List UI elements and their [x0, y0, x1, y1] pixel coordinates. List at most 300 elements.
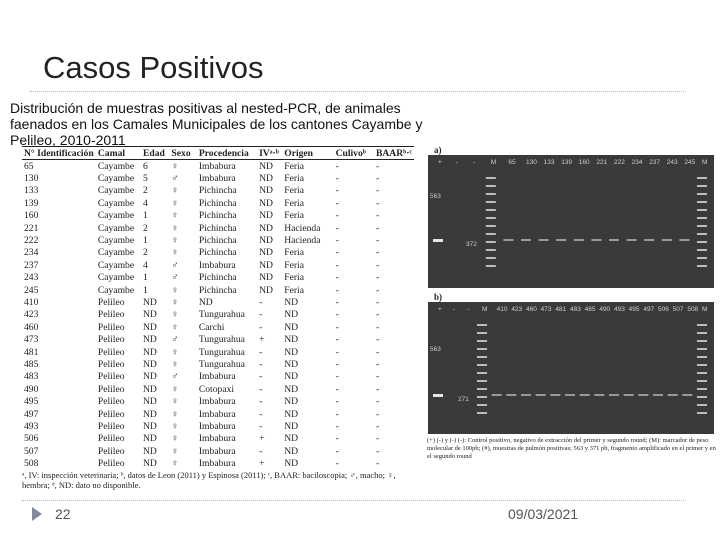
gel-lane-label: 237	[649, 159, 661, 166]
table-cell: Tungurahua	[198, 346, 245, 358]
table-cell: Tungurahua	[198, 309, 245, 321]
gel-b-marker-label: 563	[430, 346, 441, 353]
gel-lane-label: 460	[526, 306, 537, 313]
table-cell: -	[375, 185, 380, 197]
table-cell: -	[335, 259, 339, 271]
slide-date: 09/03/2021	[508, 506, 579, 522]
table-cell: ND	[142, 383, 157, 395]
gel-lane-label: 139	[561, 159, 573, 166]
ladder-band	[486, 201, 496, 203]
table-cell: -	[375, 210, 380, 222]
table-cell: Pichincha	[198, 247, 237, 259]
sample-band	[638, 394, 648, 396]
table-cell: Cayambe	[97, 222, 135, 234]
table-cell: -	[375, 383, 380, 395]
gel-lane-label: 65	[508, 159, 516, 166]
gel-lane-label: -	[467, 306, 470, 313]
column-header: Camal	[96, 147, 141, 160]
ladder-band	[486, 241, 496, 243]
table-cell: Feria	[284, 247, 304, 259]
sample-band	[574, 239, 584, 241]
table-cell: -	[259, 420, 263, 432]
table-cell: ND	[142, 296, 157, 308]
ladder-band	[697, 241, 707, 243]
table-row	[22, 333, 414, 345]
sample-band	[556, 239, 566, 241]
gel-lane-label: M	[702, 306, 708, 313]
ladder-band	[697, 217, 707, 219]
table-cell: 4	[142, 197, 148, 209]
ladder-band	[477, 324, 487, 326]
table-cell: -	[375, 296, 380, 308]
table-cell: Pelileo	[97, 321, 125, 333]
table-cell: -	[375, 396, 380, 408]
table-cell: ♀	[171, 321, 179, 333]
sample-band	[624, 394, 634, 396]
ladder-band	[477, 404, 487, 406]
table-cell: -	[375, 433, 380, 445]
table-cell: Imbabura	[198, 420, 236, 432]
ladder-band	[697, 332, 707, 334]
gel-a-band-label: 372	[466, 241, 477, 248]
table-cell: -	[335, 433, 339, 445]
table-row	[22, 420, 414, 432]
gel-a-bands	[428, 155, 714, 288]
table-cell: Cayambe	[97, 210, 135, 222]
table-cell: -	[375, 197, 380, 209]
ladder-band	[697, 380, 707, 382]
table-cell: ND	[284, 420, 299, 432]
gel-lane-label: 130	[526, 159, 537, 166]
table-cell: -	[335, 185, 339, 197]
sample-band	[609, 239, 619, 241]
gel-lane-label: 506	[658, 306, 669, 313]
table-cell: ♂	[171, 334, 179, 346]
table-row	[22, 408, 414, 420]
table-cell: ND	[284, 358, 299, 370]
table-cell: ♂	[171, 173, 179, 185]
ladder-band	[697, 348, 707, 350]
gel-lane-label: 493	[614, 306, 625, 313]
table-cell: +	[257, 457, 282, 470]
table-cell: 130	[24, 173, 39, 185]
table-cell: 4	[142, 259, 148, 271]
sample-band	[539, 239, 549, 241]
positive-control-band	[433, 239, 443, 242]
table-cell: -	[375, 334, 380, 346]
ladder-band	[477, 332, 487, 334]
gel-a-marker-label: 563	[430, 193, 441, 200]
table-cell: -	[259, 445, 263, 457]
table-cell: -	[375, 222, 380, 234]
table-row	[22, 371, 414, 383]
bullet-arrow-icon	[32, 507, 42, 521]
table-cell: 481	[24, 346, 39, 358]
table-cell: -	[259, 396, 263, 408]
table-cell: Pichincha	[198, 272, 237, 284]
table-cell: Cayambe	[97, 284, 135, 296]
table-cell: -	[335, 160, 339, 172]
ladder-band	[477, 372, 487, 374]
table-cell: Cayambe	[97, 197, 135, 209]
table-cell: Imbabura	[198, 396, 236, 408]
gel-lane-label: 245	[684, 159, 696, 166]
table-cell: ND	[259, 247, 273, 259]
gel-lane-label: 483	[570, 306, 581, 313]
gel-lane-label: 423	[511, 306, 523, 313]
table-cell: ND	[259, 222, 273, 234]
table-cell: -	[335, 396, 339, 408]
table-cell: ♀	[171, 222, 179, 234]
sample-band	[644, 239, 654, 241]
gel-lane-label: 507	[672, 306, 684, 313]
table-cell: 1	[142, 284, 148, 296]
table-cell: -	[259, 358, 263, 370]
table-cell: -	[335, 210, 339, 222]
gel-lane-label: 495	[628, 306, 640, 313]
table-cell: Cayambe	[97, 235, 135, 247]
table-cell: ND	[259, 185, 273, 197]
column-header: Sexo	[169, 147, 196, 160]
ladder-band	[477, 396, 487, 398]
table-cell: ♀	[171, 309, 179, 321]
table-cell: ♀	[171, 235, 179, 247]
table-cell: Imbabura	[198, 259, 236, 271]
column-header: Edad	[141, 147, 169, 160]
table-cell: -	[334, 457, 374, 470]
ladder-band	[477, 356, 487, 358]
table-row	[22, 234, 414, 246]
table-cell: -	[335, 197, 339, 209]
table-cell: ND	[198, 296, 213, 308]
table-cell: -	[335, 235, 339, 247]
table-cell: 506	[24, 433, 39, 445]
gel-image-b	[428, 302, 714, 434]
sample-band	[521, 239, 531, 241]
ladder-band	[486, 217, 496, 219]
table-cell: ♀	[171, 358, 179, 370]
table-cell: Cayambe	[97, 272, 135, 284]
table-cell: Pelileo	[97, 433, 125, 445]
sample-band	[609, 394, 619, 396]
gel-lane-label: 473	[540, 306, 552, 313]
gel-lane-label: 133	[543, 159, 555, 166]
table-cell: 473	[24, 334, 39, 346]
table-cell: -	[259, 371, 263, 383]
table-cell: Pelileo	[97, 346, 125, 358]
gel-lane-label: M	[482, 306, 488, 313]
table-cell: ND	[142, 371, 157, 383]
gel-caption: (+) (-) y (-) (-): Control positivo, negativo de extracción del primer y segundo round; (M): marcador de peso molecular de 100pb; (#), muestras de pulmón positivas; 563 y 371 pb, fragmento amplificado en el primer y en el segundo round	[427, 437, 716, 460]
sample-band	[521, 394, 531, 396]
table-cell: ND	[142, 445, 157, 457]
sample-band	[591, 239, 601, 241]
table-cell: -	[335, 383, 339, 395]
table-cell: -	[335, 222, 339, 234]
table-cell: Feria	[284, 272, 304, 284]
table-cell: 1	[142, 235, 148, 247]
table-cell: ND	[284, 433, 299, 445]
table-cell: ♀	[171, 396, 179, 408]
ladder-band	[486, 193, 496, 195]
table-cell: ND	[259, 210, 273, 222]
table-cell: -	[335, 420, 339, 432]
table-cell: 410	[24, 296, 39, 308]
table-cell: Pelileo	[97, 396, 125, 408]
column-header: N° Identificación	[22, 147, 96, 160]
ladder-band	[477, 364, 487, 366]
table-cell: ND	[142, 408, 157, 420]
table-cell: -	[375, 445, 380, 457]
ladder-band	[697, 356, 707, 358]
table-cell: -	[335, 247, 339, 259]
page-number: 22	[55, 506, 71, 522]
table-row	[22, 197, 414, 209]
ladder-band	[697, 193, 707, 195]
table-cell: -	[375, 160, 380, 172]
table-row	[22, 210, 414, 222]
table-cell: Tungurahua	[198, 334, 245, 346]
table-cell: Pelileo	[97, 383, 125, 395]
table-cell: Pelileo	[97, 420, 125, 432]
table-cell: ND	[142, 396, 157, 408]
table-row	[22, 259, 414, 271]
table-cell: 460	[24, 321, 39, 333]
table-cell: ND	[284, 383, 299, 395]
gel-a-label: a)	[434, 145, 442, 155]
table-cell: 243	[24, 272, 39, 284]
table-cell: -	[259, 321, 263, 333]
table-cell: Hacienda	[284, 222, 321, 234]
ladder-band	[477, 380, 487, 382]
table-cell: ND	[284, 346, 299, 358]
ladder-band	[486, 185, 496, 187]
table-cell: ND	[142, 321, 157, 333]
table-cell: Pelileo	[97, 309, 125, 321]
table-cell: -	[375, 420, 380, 432]
table-row	[22, 457, 414, 470]
table-row	[22, 433, 414, 445]
table-cell: ND	[284, 321, 299, 333]
ladder-band	[697, 364, 707, 366]
table-cell: ♀	[171, 346, 179, 358]
table-row	[22, 445, 414, 457]
slide-title: Casos Positivos	[43, 50, 264, 85]
ladder-band	[486, 233, 496, 235]
ladder-band	[697, 225, 707, 227]
table-cell: 139	[24, 197, 39, 209]
table-cell: 485	[24, 358, 39, 370]
table-cell: Cayambe	[97, 259, 135, 271]
table-cell: -	[259, 309, 263, 321]
table-cell: -	[375, 247, 380, 259]
ladder-band	[697, 404, 707, 406]
gel-lane-label: 508	[687, 306, 699, 313]
table-cell: -	[375, 272, 380, 284]
gel-image-a	[428, 155, 714, 288]
table-cell: Hacienda	[284, 235, 321, 247]
gel-lane-label: 490	[599, 306, 611, 313]
table-cell: 508	[22, 457, 96, 470]
table-cell: Imbabura	[198, 371, 236, 383]
table-cell: -	[375, 235, 380, 247]
table-cell: -	[335, 334, 339, 346]
table-cell: -	[335, 272, 339, 284]
table-cell: ♀	[171, 284, 179, 296]
table-row	[22, 222, 414, 234]
table-cell: 65	[24, 160, 34, 172]
table-cell: ND	[284, 334, 299, 346]
sample-band	[506, 394, 516, 396]
positive-control-band	[433, 394, 443, 397]
table-row	[22, 247, 414, 259]
table-cell: -	[335, 408, 339, 420]
table-cell: Imbabura	[197, 457, 257, 470]
gel-lane-label: M	[490, 159, 497, 166]
gel-b-band-label: 271	[458, 396, 469, 403]
table-cell: ♀	[171, 185, 179, 197]
table-cell: Carchi	[198, 321, 225, 333]
ladder-band	[477, 348, 487, 350]
table-cell: -	[259, 408, 263, 420]
table-cell: -	[335, 284, 339, 296]
table-cell: +	[259, 334, 265, 346]
gel-lane-label: 221	[596, 159, 608, 166]
table-cell: ♀	[171, 433, 179, 445]
table-cell: Pichincha	[198, 222, 237, 234]
table-cell: Pelileo	[97, 445, 125, 457]
table-cell: -	[335, 173, 339, 185]
sample-band	[492, 394, 502, 396]
table-row	[22, 296, 414, 308]
ladder-band	[697, 412, 707, 414]
table-cell: -	[259, 383, 263, 395]
table-cell: Cayambe	[97, 247, 135, 259]
table-cell: -	[375, 259, 380, 271]
table-cell: 1	[142, 210, 148, 222]
column-header: BAARᵇ·ᶜ	[374, 147, 414, 160]
table-cell: 1	[142, 272, 148, 284]
table-cell: Imbabura	[198, 160, 236, 172]
table-cell: ♀	[171, 296, 179, 308]
gel-lane-label: 243	[666, 159, 678, 166]
table-footnote: ᵃ, IV: inspección veterinaria; ᵇ, datos de Leon (2011) y Espinosa (2011); ᶜ, BAAR: baciloscopia; ♂, macho; ♀, hembra; ᵈ, ND: dato no disponible.	[22, 470, 396, 490]
table-cell: Pichincha	[198, 235, 237, 247]
table-cell: ND	[142, 420, 157, 432]
table-row	[22, 284, 414, 296]
table-cell: Feria	[284, 259, 304, 271]
table-cell: ♀	[171, 160, 179, 172]
table-cell: ND	[259, 272, 273, 284]
gel-b-label: b)	[434, 292, 443, 302]
table-cell: ND	[284, 445, 299, 457]
table-cell: 5	[142, 173, 148, 185]
table-cell: ND	[142, 346, 157, 358]
table-cell: ♀	[171, 383, 179, 395]
table-cell: -	[375, 309, 380, 321]
table-cell: Pelileo	[97, 358, 125, 370]
table-cell: -	[335, 321, 339, 333]
table-cell: ND	[282, 457, 333, 470]
sample-band	[536, 394, 546, 396]
ladder-band	[486, 265, 496, 267]
table-cell: 6	[142, 160, 148, 172]
table-cell: ♀	[171, 197, 179, 209]
gel-b-bands	[428, 302, 714, 434]
table-cell: Cayambe	[97, 160, 135, 172]
table-cell: Tungurahua	[198, 358, 245, 370]
positive-samples-table	[22, 146, 414, 470]
table-cell: ND	[142, 334, 157, 346]
table-cell: Feria	[284, 284, 304, 296]
table-cell: ♀	[171, 408, 179, 420]
gel-lane-label: M	[702, 159, 708, 166]
table-cell: 495	[24, 396, 39, 408]
table-cell: -	[375, 358, 380, 370]
gel-lane-label: +	[438, 306, 442, 313]
table-cell: ND	[142, 433, 157, 445]
table-cell: 490	[24, 383, 39, 395]
table-cell: ND	[259, 259, 273, 271]
table-cell: 497	[24, 408, 39, 420]
table-row	[22, 346, 414, 358]
table-cell: Feria	[284, 185, 304, 197]
ladder-band	[477, 412, 487, 414]
table-cell: -	[335, 346, 339, 358]
table-cell: -	[335, 358, 339, 370]
table-cell: Imbabura	[198, 433, 236, 445]
table-cell: ♀	[171, 210, 179, 222]
table-cell: ND	[259, 284, 273, 296]
table-cell: ND	[284, 371, 299, 383]
table-cell: -	[259, 296, 263, 308]
table-cell: Pelileo	[97, 408, 125, 420]
sample-band	[565, 394, 575, 396]
table-row	[22, 272, 414, 284]
table-cell: Pelileo	[97, 296, 125, 308]
table-cell: 133	[24, 185, 39, 197]
ladder-band	[697, 185, 707, 187]
table-cell: ND	[142, 358, 157, 370]
table-cell: ♂	[171, 259, 179, 271]
title-divider	[30, 91, 686, 92]
sample-band	[653, 394, 663, 396]
table-cell: ND	[284, 296, 299, 308]
gel-lane-label: +	[438, 159, 442, 166]
gel-lane-label: -	[455, 159, 458, 166]
table-row	[22, 185, 414, 197]
ladder-band	[697, 372, 707, 374]
sample-band	[580, 394, 590, 396]
ladder-band	[697, 249, 707, 251]
sample-band	[594, 394, 604, 396]
gel-lane-label: -	[473, 159, 476, 166]
table-cell: +	[259, 433, 265, 445]
column-header: Procedencia	[197, 147, 257, 160]
sample-band	[662, 239, 672, 241]
ladder-band	[697, 257, 707, 259]
table-cell: -	[375, 408, 380, 420]
table-cell: 423	[24, 309, 39, 321]
ladder-band	[697, 201, 707, 203]
table-cell: 222	[24, 235, 39, 247]
ladder-band	[486, 249, 496, 251]
table-cell: Cotopaxi	[198, 383, 235, 395]
table-cell: 483	[24, 371, 39, 383]
table-cell: ♂	[171, 371, 179, 383]
gel-lane-label: 481	[555, 306, 567, 313]
gel-lane-label: 160	[578, 159, 590, 166]
